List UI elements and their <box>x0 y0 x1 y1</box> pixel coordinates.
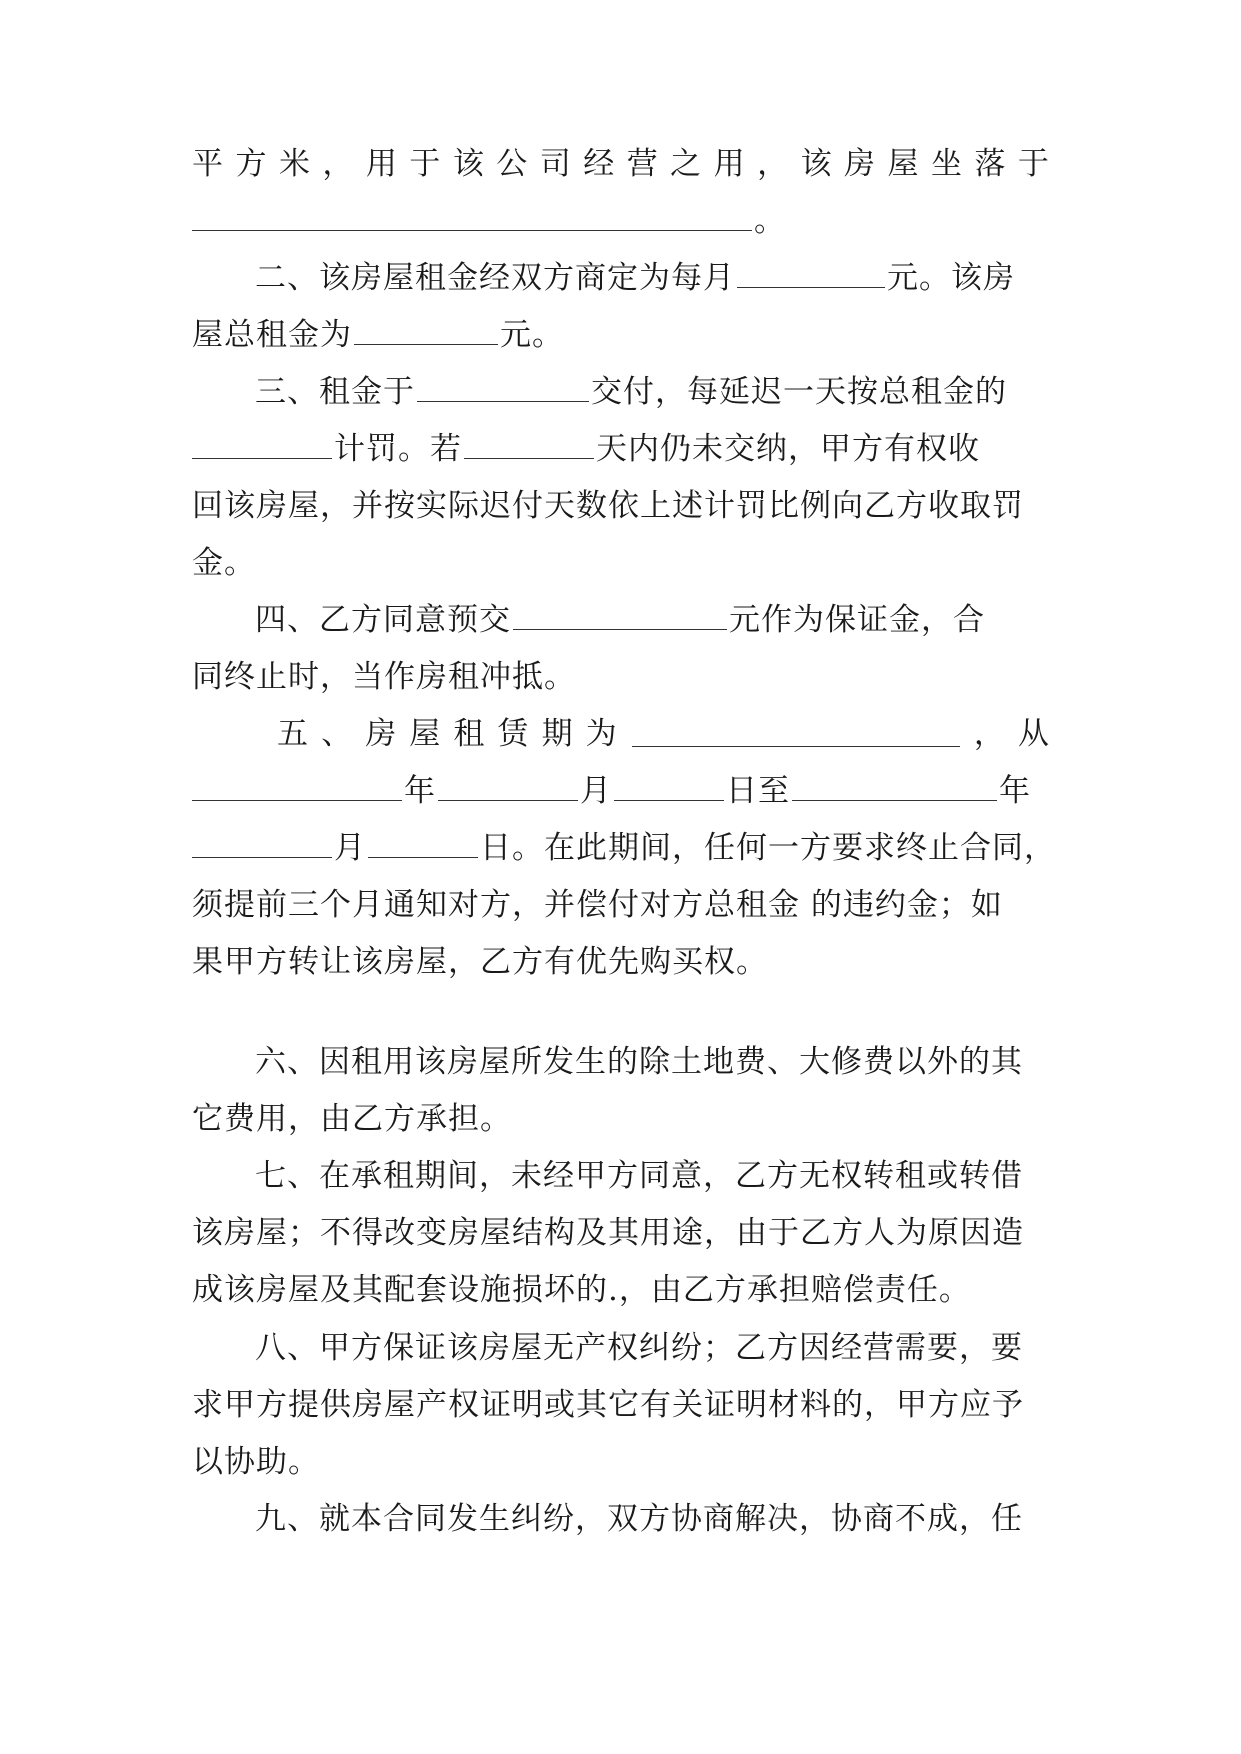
text-line-17 <box>192 1094 1050 1144</box>
clause-3-text-4: 金。 <box>192 545 256 581</box>
blank-start-year <box>192 776 402 801</box>
clause-3-text-3: 回该房屋，并按实际迟付天数依上述计罚比例向乙方收取罚 <box>192 488 1024 524</box>
clause-8-text-3: 以协助。 <box>192 1444 320 1480</box>
clause-2-text-cont: 元。该房 <box>887 260 1015 296</box>
char: 五 <box>277 716 309 752</box>
text-line-16 <box>255 1037 1050 1087</box>
blank-end-year <box>792 776 997 801</box>
text-line-13 <box>192 823 1056 873</box>
char: 于 <box>1017 146 1050 182</box>
char: 司 <box>539 146 572 182</box>
char: 房 <box>365 716 398 752</box>
clause-2-total: 屋总租金为 <box>192 317 352 353</box>
text-line-7 <box>192 481 1050 531</box>
char: 用 <box>365 146 398 182</box>
text-line-14 <box>192 880 1050 930</box>
text-line-11 <box>277 709 1050 759</box>
blank-lease-term <box>632 722 960 747</box>
text-line-10 <box>192 652 1050 702</box>
text-line-2 <box>192 196 1050 246</box>
text-line-19 <box>192 1208 1050 1258</box>
clause-3-penalty: 计罚。若 <box>334 431 462 467</box>
blank-payment-date <box>417 377 589 402</box>
char: 为 <box>585 716 618 752</box>
char: 、 <box>321 716 354 752</box>
text-line-24 <box>255 1494 1050 1544</box>
char: ， <box>973 716 1006 752</box>
clause-7-text-2: 该房屋；不得改变房屋结构及其用途，由于乙方人为原因造 <box>192 1215 1024 1251</box>
char: 坐 <box>930 146 963 182</box>
clause-8-text-2: 求甲方提供房屋产权证明或其它有关证明材料的，甲方应予 <box>192 1387 1024 1423</box>
char: 落 <box>974 146 1007 182</box>
char: ， <box>322 146 355 182</box>
text-line-8 <box>192 538 1050 588</box>
blank-end-month <box>192 833 332 858</box>
clause-9-text: 九、就本合同发生纠纷，双方协商解决，协商不成，任 <box>255 1501 1023 1537</box>
label-month-2: 月 <box>334 830 366 866</box>
char: 用 <box>713 146 746 182</box>
char: 平 <box>192 146 224 182</box>
text-line-22 <box>192 1380 1050 1430</box>
char: 屋 <box>887 146 920 182</box>
clause-5-text-2: 须提前三个月通知对方，并偿付对方总租金 的违约金；如 <box>192 887 1003 923</box>
char: 从 <box>1017 716 1050 752</box>
label-year: 年 <box>404 773 436 809</box>
text-line-3 <box>255 253 1050 303</box>
blank-start-month <box>438 776 578 801</box>
text-line-15 <box>192 937 1050 987</box>
clause-8-text: 八、甲方保证该房屋无产权纠纷；乙方因经营需要，要 <box>255 1330 1023 1366</box>
char: 房 <box>844 146 877 182</box>
char: 租 <box>453 716 486 752</box>
text-line-4 <box>192 310 1050 360</box>
clause-4-text-2: 同终止时，当作房租冲抵。 <box>192 659 576 695</box>
char: 方 <box>235 146 268 182</box>
blank-monthly-rent <box>737 263 885 288</box>
text-line-6 <box>192 424 1050 474</box>
label-month: 月 <box>580 773 612 809</box>
clause-6-text: 六、因租用该房屋所发生的除土地费、大修费以外的其 <box>255 1044 1023 1080</box>
char: 米 <box>278 146 311 182</box>
char: 该 <box>452 146 485 182</box>
text-line-5 <box>255 367 1050 417</box>
line-end: 。 <box>754 203 786 239</box>
blank-days <box>464 434 594 459</box>
text-line-18 <box>255 1151 1050 1201</box>
blank-start-day <box>614 776 724 801</box>
clause-4-text-cont: 元作为保证金，合 <box>729 602 985 638</box>
char: 之 <box>670 146 703 182</box>
blank-deposit <box>513 605 727 630</box>
blank-penalty-rate <box>192 434 332 459</box>
blank-end-day <box>368 833 478 858</box>
label-year-2: 年 <box>999 773 1031 809</box>
char: 该 <box>800 146 833 182</box>
text-line-1 <box>192 139 1050 189</box>
label-day-to: 日至 <box>726 773 790 809</box>
clause-5-text: 日。在此期间，任何一方要求终止合同， <box>480 830 1056 866</box>
char: 赁 <box>497 716 530 752</box>
text-line-20 <box>192 1265 1050 1315</box>
clause-3-text-cont: 交付，每延迟一天按总租金的 <box>591 374 1007 410</box>
text-line-23 <box>192 1437 1050 1487</box>
char: 屋 <box>409 716 442 752</box>
clause-7-text: 七、在承租期间，未经甲方同意，乙方无权转租或转借 <box>255 1158 1023 1194</box>
clause-2-text: 二、该房屋租金经双方商定为每月 <box>255 260 735 296</box>
char: 经 <box>583 146 616 182</box>
char: 期 <box>541 716 574 752</box>
char: 于 <box>409 146 442 182</box>
char: ， <box>757 146 790 182</box>
clause-2-unit: 元。 <box>500 317 564 353</box>
clause-6-text-2: 它费用，由乙方承担。 <box>192 1101 512 1137</box>
blank-total-rent <box>354 320 498 345</box>
clause-3-reclaim: 天内仍未交纳，甲方有权收 <box>596 431 980 467</box>
char: 公 <box>496 146 529 182</box>
text-line-21 <box>255 1323 1050 1373</box>
clause-3-text: 三、租金于 <box>255 374 415 410</box>
text-line-12 <box>192 766 1050 816</box>
clause-5-text-3: 果甲方转让该房屋，乙方有优先购买权。 <box>192 944 768 980</box>
clause-7-text-3: 成该房屋及其配套设施损坏的.，由乙方承担赔偿责任。 <box>192 1272 971 1308</box>
clause-4-text: 四、乙方同意预交 <box>255 602 511 638</box>
char: 营 <box>626 146 659 182</box>
blank-location <box>192 206 752 231</box>
text-line-9 <box>255 595 1050 645</box>
